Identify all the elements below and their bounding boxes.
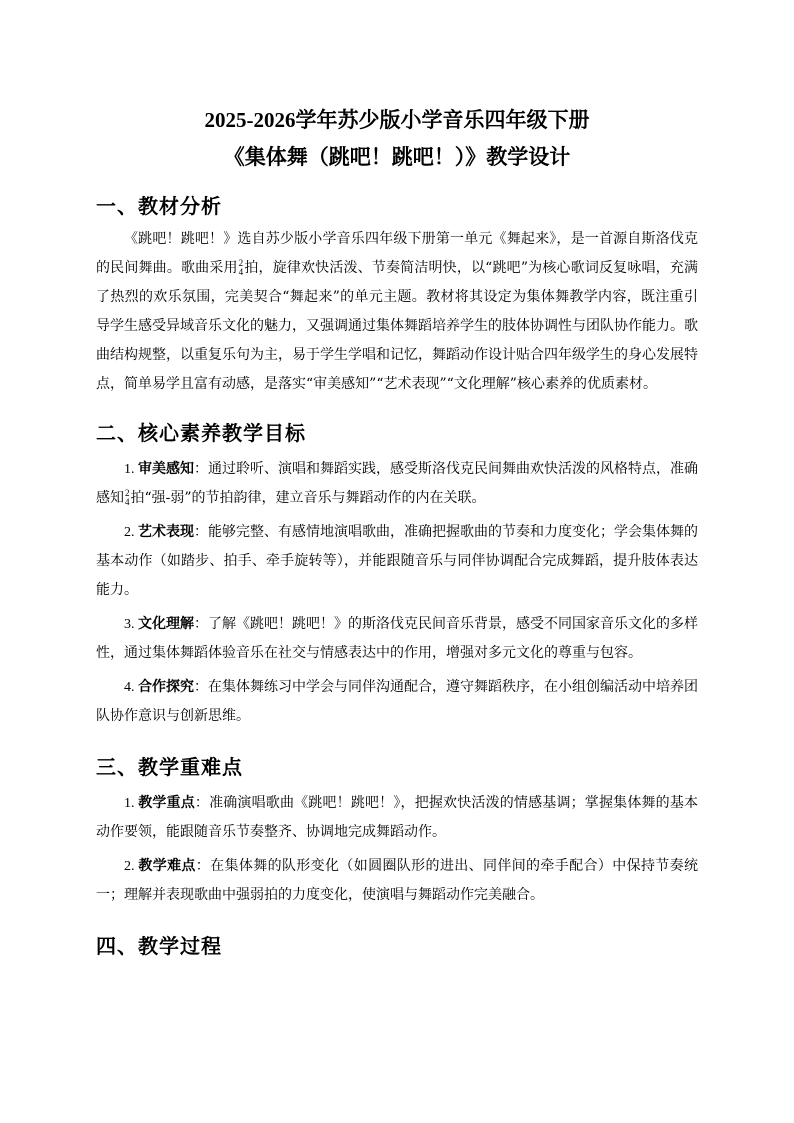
section1-text-a: 《跳吧！跳吧！》选自苏少版小学音乐四年级下册第一单元《舞起来》，是一首源自斯洛伐克的民间舞曲。歌曲采用 xyxy=(96,231,698,276)
objective-item-3 xyxy=(96,610,698,668)
frac-denominator: 4 xyxy=(238,267,244,277)
objective-item-2 xyxy=(96,518,698,605)
document-title-line2: 《集体舞（跳吧！跳吧！）》教学设计 xyxy=(223,145,571,169)
item-text-b: 拍“强-弱”的节拍韵律，建立音乐与舞蹈动作的内在关联。 xyxy=(130,490,486,506)
item-label: 教学难点 xyxy=(138,858,196,874)
item-text: ：了解《跳吧！跳吧！》的斯洛伐克民间音乐背景，感受不同国家音乐文化的多样性，通过集体舞蹈体验音乐在社交与情感表达中的作用，增强对多元文化的尊重与包容。 xyxy=(96,616,698,661)
item-label: 教学重点 xyxy=(138,795,195,811)
section-heading-2: 二、核心素养教学目标 xyxy=(96,421,306,445)
objective-item-1 xyxy=(96,455,698,513)
item-number: 3. xyxy=(124,617,138,632)
section1-text-b: 拍，旋律欢快活泼、节奏简洁明快，以“跳吧”为核心歌词反复咏唱，充满了热烈的欢乐氛围，完美契合“舞起来”的单元主题。教材将其设定为集体舞教学内容，既注重引导学生感受异域音乐文化的魅力，又强调通过集体舞蹈培养学生的肢体协调性与团队协作能力。歌曲结构规整，以重复乐句为主，易于学生学唱和记忆，舞蹈动作设计贴合四年级学生的身心发展特点，简单易学且富有动感，是落实“审美感知”“艺术表现”“文化理解”核心素养的优质素材。 xyxy=(96,260,698,392)
item-number: 4. xyxy=(124,680,138,695)
item-text-a: ：通过聆听、演唱和舞蹈实践，感受斯洛伐克民间舞曲欢快活泼的风格特点，准确感知 xyxy=(96,461,698,506)
frac-denominator: 4 xyxy=(125,497,130,507)
keypoint-item-2 xyxy=(96,852,698,910)
item-number: 2. xyxy=(124,859,139,874)
document-title-line1: 2025-2026学年苏少版小学音乐四年级下册 xyxy=(204,108,590,132)
section-heading-1: 一、教材分析 xyxy=(96,194,222,218)
time-signature-fraction xyxy=(125,489,130,507)
keypoint-item-1 xyxy=(96,789,698,847)
objective-item-4 xyxy=(96,673,698,731)
section-heading-3: 三、教学重难点 xyxy=(96,755,243,779)
item-label: 文化理解 xyxy=(138,616,194,632)
frac-numerator: 2 xyxy=(125,488,130,498)
section1-paragraph xyxy=(96,225,698,399)
time-signature-fraction xyxy=(239,259,244,277)
item-text: ：在集体舞的队形变化（如圆圈队形的进出、同伴间的牵手配合）中保持节奏统一；理解并表现歌曲中强弱拍的力度变化，使演唱与舞蹈动作完美融合。 xyxy=(96,858,698,903)
item-label: 艺术表现 xyxy=(138,524,194,540)
item-number: 1. xyxy=(124,462,138,477)
item-label: 审美感知 xyxy=(138,461,194,477)
section-heading-4: 四、教学过程 xyxy=(96,934,222,958)
item-text: ：在集体舞练习中学会与同伴沟通配合，遵守舞蹈秩序，在小组创编活动中培养团队协作意识与创新思维。 xyxy=(96,679,698,724)
item-number: 2. xyxy=(124,525,138,540)
item-text: ：准确演唱歌曲《跳吧！跳吧！》，把握欢快活泼的情感基调；掌握集体舞的基本动作要领，能跟随音乐节奏整齐、协调地完成舞蹈动作。 xyxy=(96,795,699,840)
item-number: 1. xyxy=(124,796,139,811)
frac-numerator: 2 xyxy=(238,258,244,268)
item-label: 合作探究 xyxy=(138,679,194,695)
item-text: ：能够完整、有感情地演唱歌曲，准确把握歌曲的节奏和力度变化；学会集体舞的基本动作（如踏步、拍手、牵手旋转等），并能跟随音乐与同伴协调配合完成舞蹈，提升肢体表达能力。 xyxy=(96,524,698,598)
